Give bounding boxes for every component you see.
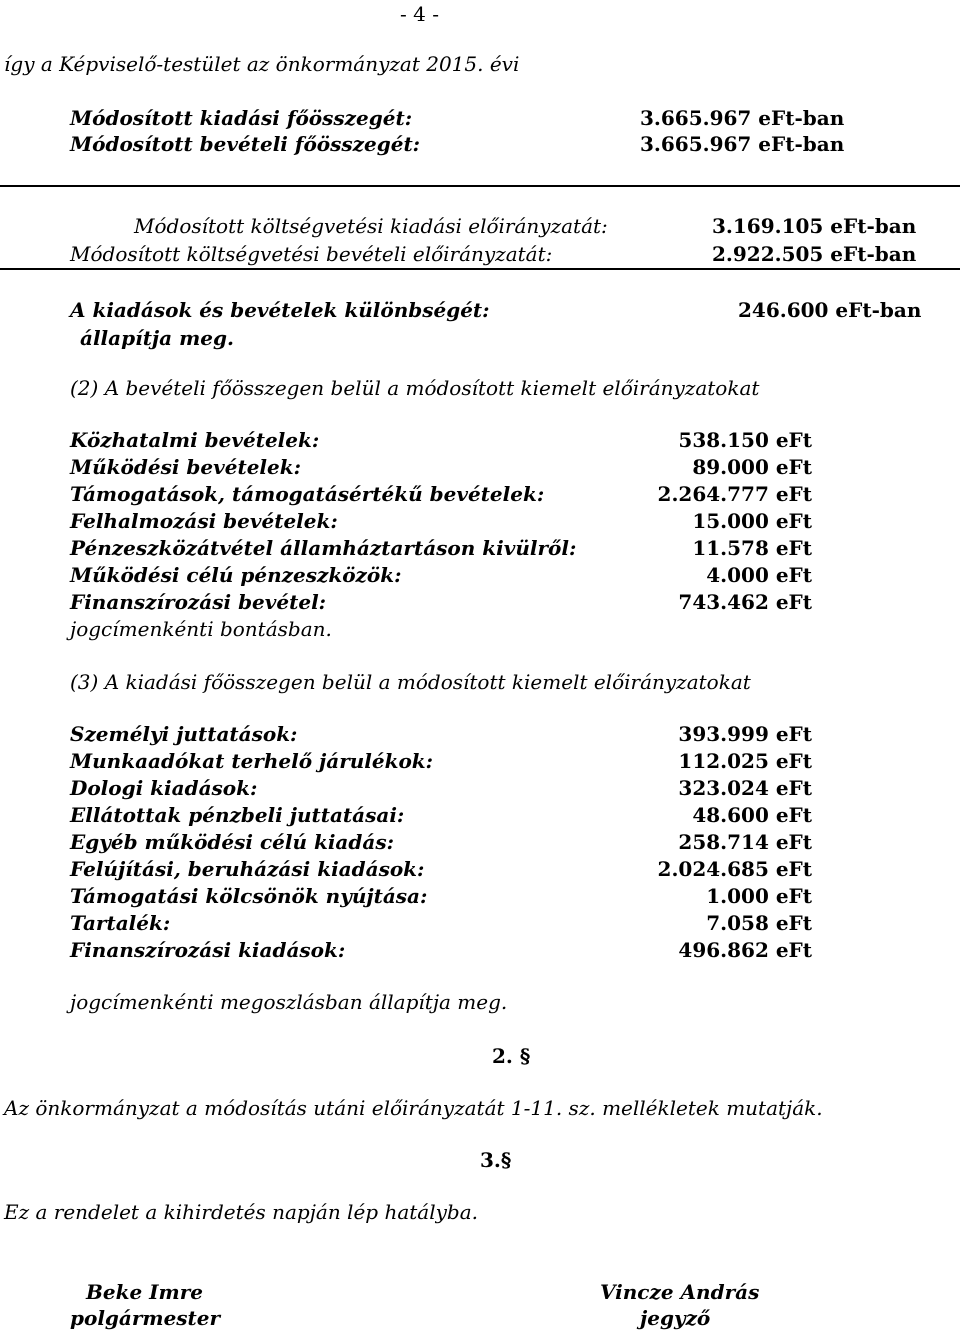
revenue-item-label: Működési célú pénzeszközök:	[70, 563, 402, 587]
intro-text: így a Képviselő-testület az önkormányzat 2015. évi	[4, 52, 520, 76]
expenditure-item-label: Támogatási kölcsönök nyújtása:	[70, 884, 428, 908]
expenditure-item-label: Finanszírozási kiadások:	[70, 938, 346, 962]
summary-value: 3.665.967 eFt-ban	[640, 132, 845, 156]
expenditure-item-label: Felújítási, beruházási kiadások:	[70, 857, 425, 881]
expenditure-item-label: Dologi kiadások:	[70, 776, 258, 800]
section-3-text: Ez a rendelet a kihirdetés napján lép hatályba.	[4, 1200, 478, 1224]
section-3-heading: 3.§	[480, 1148, 512, 1172]
divider-top	[0, 185, 960, 187]
budget-value: 3.169.105 eFt-ban	[712, 214, 917, 238]
signature-name: Beke Imre	[86, 1280, 203, 1304]
expenditure-heading: (3) A kiadási főösszegen belül a módosított kiemelt előirányzatokat	[70, 670, 751, 694]
difference-label: A kiadások és bevételek különbségét:	[70, 298, 490, 322]
section-2-heading: 2. §	[492, 1044, 531, 1068]
revenue-item-value: 2.264.777 eFt	[657, 482, 812, 506]
signature-title: jegyző	[640, 1306, 711, 1330]
expenditure-item-value: 112.025 eFt	[678, 749, 812, 773]
expenditure-item-value: 2.024.685 eFt	[657, 857, 812, 881]
section-2-text: Az önkormányzat a módosítás utáni előirányzatát 1-11. sz. mellékletek mutatják.	[4, 1096, 823, 1120]
expenditure-item-value: 48.600 eFt	[692, 803, 812, 827]
expenditure-item-value: 393.999 eFt	[678, 722, 812, 746]
difference-value: 246.600 eFt-ban	[738, 298, 922, 322]
expenditure-item-value: 258.714 eFt	[678, 830, 812, 854]
revenue-item-label: Finanszírozási bevétel:	[70, 590, 327, 614]
summary-label: Módosított bevételi főösszegét:	[70, 132, 421, 156]
revenue-item-label: Pénzeszközátvétel államháztartáson kivülről:	[70, 536, 577, 560]
expenditure-item-value: 1.000 eFt	[706, 884, 812, 908]
expenditure-item-value: 496.862 eFt	[678, 938, 812, 962]
signature-name: Vincze András	[600, 1280, 760, 1304]
revenue-item-value: 538.150 eFt	[678, 428, 812, 452]
expenditure-item-value: 323.024 eFt	[678, 776, 812, 800]
revenue-item-value: 743.462 eFt	[678, 590, 812, 614]
budget-value: 2.922.505 eFt-ban	[712, 242, 917, 266]
expenditure-item-value: 7.058 eFt	[706, 911, 812, 935]
divider-bottom	[0, 268, 960, 270]
expenditure-item-label: Munkaadókat terhelő járulékok:	[70, 749, 434, 773]
revenue-item-label: Felhalmozási bevételek:	[70, 509, 338, 533]
page-number: - 4 -	[400, 2, 439, 26]
revenue-item-value: 15.000 eFt	[692, 509, 812, 533]
revenue-item-value: 11.578 eFt	[692, 536, 812, 560]
summary-label: Módosított kiadási főösszegét:	[70, 106, 413, 130]
revenue-item-label: Közhatalmi bevételek:	[70, 428, 320, 452]
difference-label-line2: állapítja meg.	[80, 326, 234, 350]
revenue-item-label: Támogatások, támogatásértékű bevételek:	[70, 482, 545, 506]
summary-value: 3.665.967 eFt-ban	[640, 106, 845, 130]
budget-label: Módosított költségvetési bevételi előirányzatát:	[70, 242, 553, 266]
expenditure-item-label: Egyéb működési célú kiadás:	[70, 830, 394, 854]
expenditure-item-label: Személyi juttatások:	[70, 722, 298, 746]
revenue-item-value: 89.000 eFt	[692, 455, 812, 479]
revenue-heading: (2) A bevételi főösszegen belül a módosított kiemelt előirányzatokat	[70, 376, 760, 400]
expenditure-item-label: Ellátottak pénzbeli juttatásai:	[70, 803, 405, 827]
expenditure-footer: jogcímenkénti megoszlásban állapítja meg.	[70, 990, 508, 1014]
expenditure-item-label: Tartalék:	[70, 911, 171, 935]
revenue-footer: jogcímenkénti bontásban.	[70, 617, 332, 641]
revenue-item-label: Működési bevételek:	[70, 455, 301, 479]
budget-label: Módosított költségvetési kiadási előirányzatát:	[134, 214, 608, 238]
signature-title: polgármester	[70, 1306, 221, 1330]
revenue-item-value: 4.000 eFt	[706, 563, 812, 587]
